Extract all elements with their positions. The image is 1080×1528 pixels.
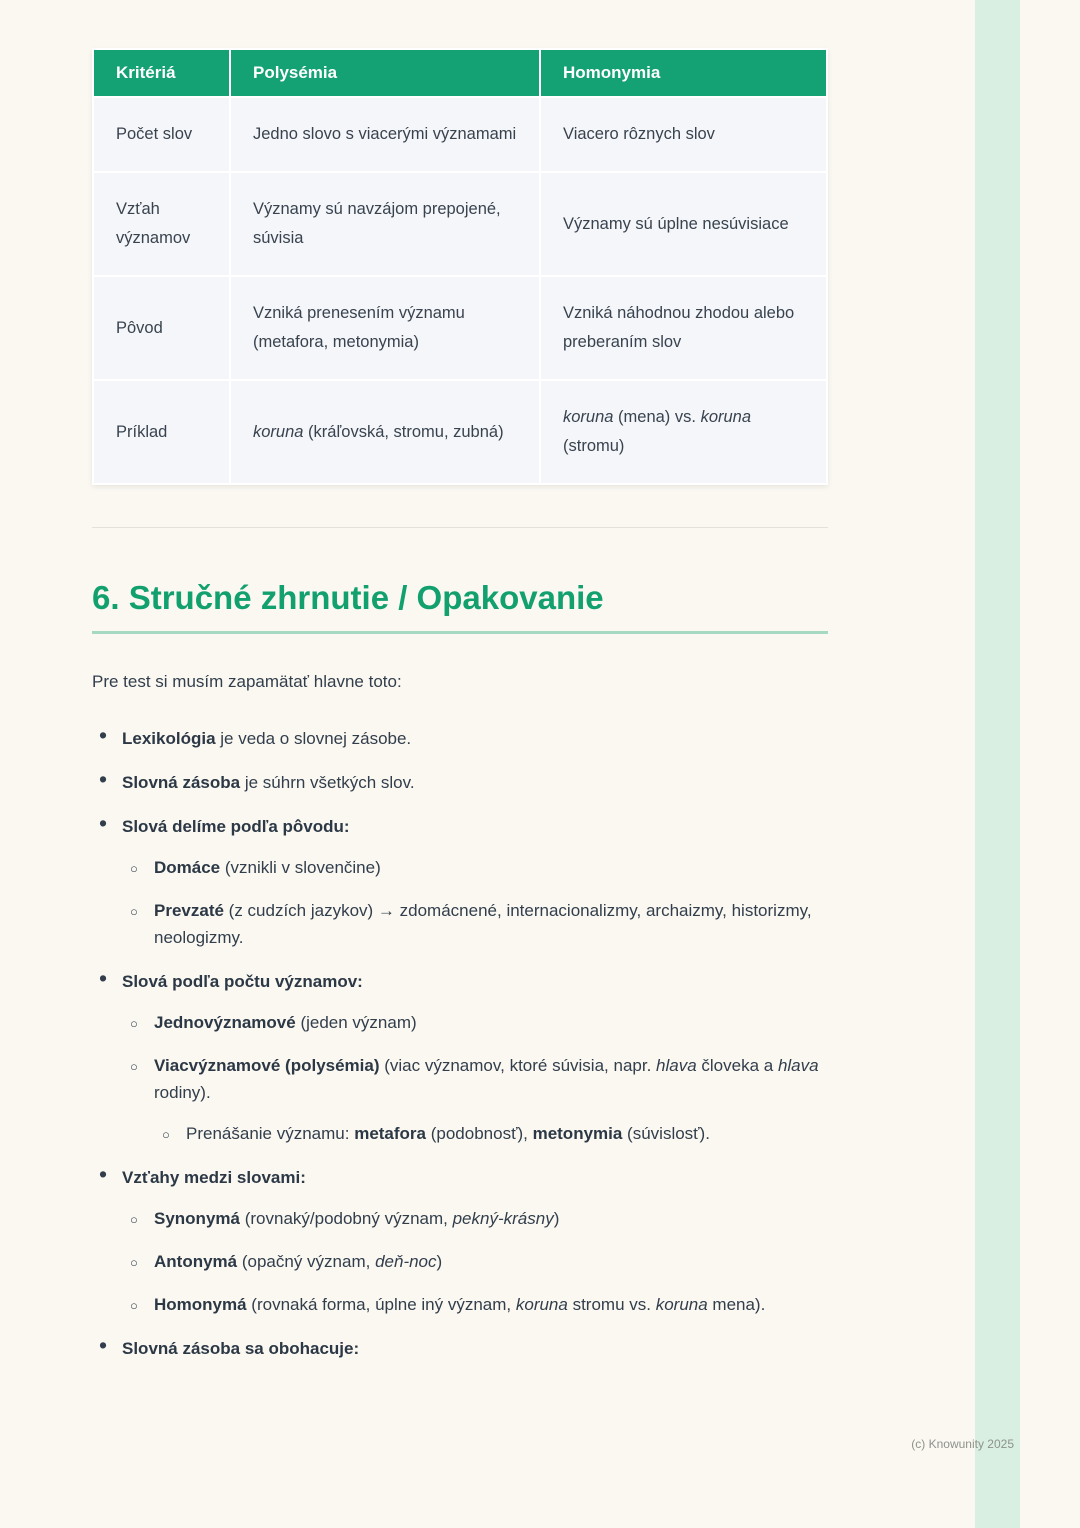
list-item-lexikologia: • Lexikológia je veda o slovnej zásobe. xyxy=(92,725,828,752)
table-cell: Vzniká prenesením významu (metafora, metonymia) xyxy=(231,277,539,379)
sublist-vztahy xyxy=(122,1205,828,1318)
list-item-text: Viacvýznamové (polysémia) (viac významov, ktoré súvisia, napr. hlava človeka a hlava rodiny). xyxy=(154,1056,819,1102)
table-row-vztah-vyznamov xyxy=(94,173,826,275)
table-cell: koruna (mena) vs. koruna (stromu) xyxy=(541,381,826,483)
summary-list xyxy=(92,725,828,1362)
table-cell: koruna (kráľovská, stromu, zubná) xyxy=(231,381,539,483)
intro-paragraph: Pre test si musím zapamätať hlavne toto: xyxy=(92,672,402,691)
sublist-prenasanie xyxy=(154,1120,828,1147)
table-cell: Významy sú úplne nesúvisiace xyxy=(541,173,826,275)
heading-underline xyxy=(92,631,828,634)
list-item-vztahy-group xyxy=(92,1164,828,1318)
side-accent-strip xyxy=(975,0,1020,1528)
comparison-table xyxy=(92,48,828,485)
list-item-obohacuje: • Slovná zásoba sa obohacuje: xyxy=(92,1335,828,1362)
table-cell: Významy sú navzájom prepojené, súvisia xyxy=(231,173,539,275)
list-item-text: Slová delíme podľa pôvodu: xyxy=(122,817,350,836)
sublist-povod xyxy=(122,854,828,951)
table-header-homonymia: Homonymia xyxy=(541,50,826,96)
table-cell: Viacero rôznych slov xyxy=(541,98,826,171)
table-cell-criterion: Počet slov xyxy=(94,98,229,171)
table-cell: Vzniká náhodnou zhodou alebo preberaním slov xyxy=(541,277,826,379)
list-item-vyznamy-group xyxy=(92,968,828,1147)
table-header-kriteria: Kritériá xyxy=(94,50,229,96)
table-header-polysemia: Polysémia xyxy=(231,50,539,96)
table-header-row xyxy=(94,50,826,96)
list-item-domace: ○ Domáce (vznikli v slovenčine) xyxy=(122,854,828,881)
table-cell-criterion: Pôvod xyxy=(94,277,229,379)
sublist-vyznamy xyxy=(122,1009,828,1147)
list-item-povod-group xyxy=(92,813,828,951)
list-item-slovna-zasoba: • Slovná zásoba je súhrn všetkých slov. xyxy=(92,769,828,796)
list-item-antonyma: ○ Antonymá (opačný význam, deň-noc) xyxy=(122,1248,828,1275)
list-item-text: Vzťahy medzi slovami: xyxy=(122,1168,306,1187)
list-item-jednovyznamove: ○ Jednovýznamové (jeden význam) xyxy=(122,1009,828,1036)
table-row-povod xyxy=(94,277,826,379)
list-item-prevzate: ○ Prevzaté (z cudzích jazykov) → zdomácnené, internacionalizmy, archaizmy, historizmy, neologizmy. xyxy=(122,897,828,951)
section-heading: 6. Stručné zhrnutie / Opakovanie xyxy=(92,579,604,616)
table-cell-criterion: Príklad xyxy=(94,381,229,483)
list-item-prenasanie: ○ Prenášanie významu: metafora (podobnosť), metonymia (súvislosť). xyxy=(154,1120,828,1147)
table-row-pocet-slov xyxy=(94,98,826,171)
table-cell-criterion: Vzťah významov xyxy=(94,173,229,275)
copyright-footer: (c) Knowunity 2025 xyxy=(911,1437,1014,1451)
table-cell: Jedno slovo s viacerými významami xyxy=(231,98,539,171)
section-divider xyxy=(92,527,828,528)
content-area xyxy=(92,48,828,1379)
list-item-text: Slová podľa počtu významov: xyxy=(122,972,363,991)
list-item-viacvyznamove xyxy=(122,1052,828,1147)
list-item-homonyma: ○ Homonymá (rovnaká forma, úplne iný význam, koruna stromu vs. koruna mena). xyxy=(122,1291,828,1318)
table-row-priklad xyxy=(94,381,826,483)
list-item-synonyma: ○ Synonymá (rovnaký/podobný význam, pekný-krásny) xyxy=(122,1205,828,1232)
